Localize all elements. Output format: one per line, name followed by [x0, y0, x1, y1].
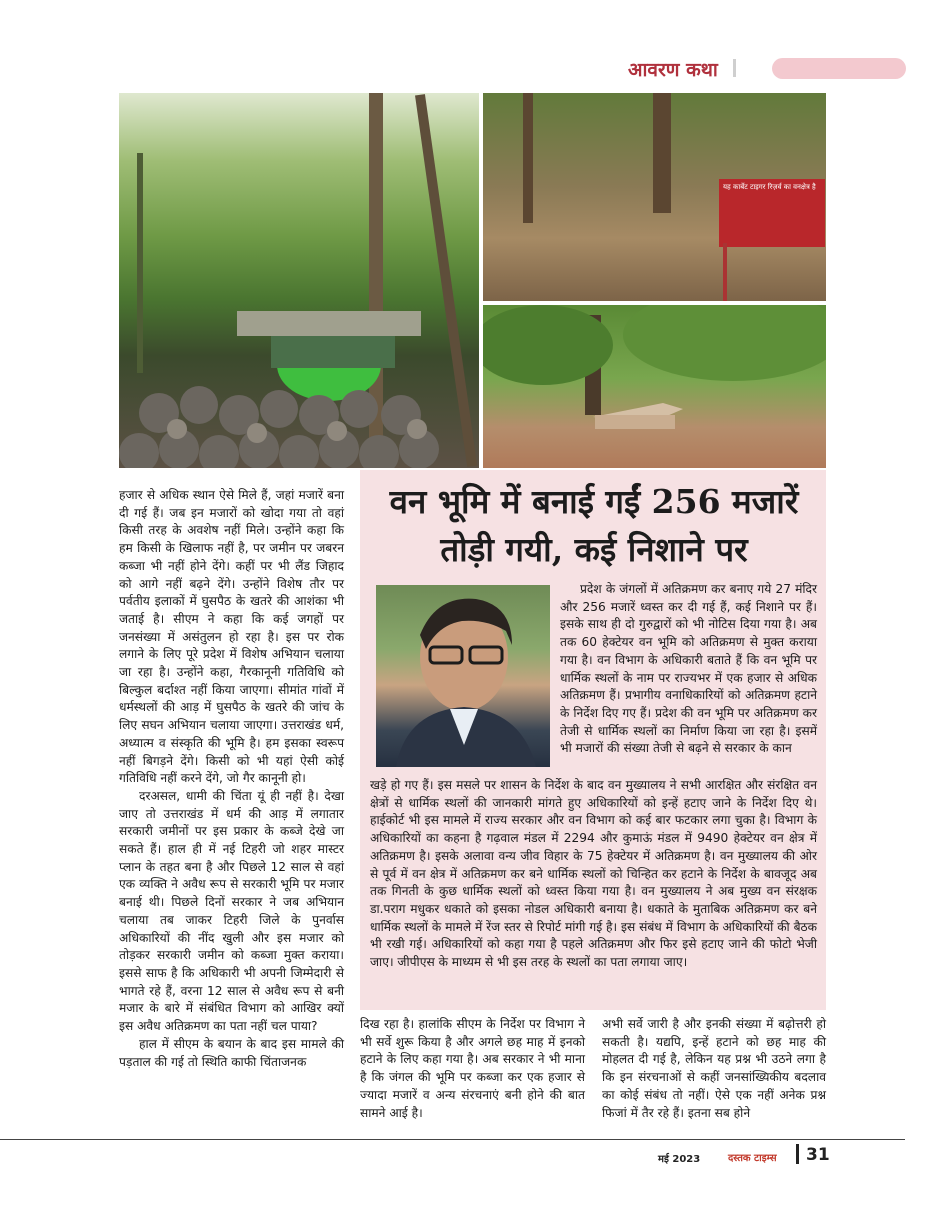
- photo-collage: [119, 93, 826, 468]
- headline-line-2: तोड़ी गयी, कई निशाने पर: [440, 530, 748, 569]
- headline-line-1: वन भूमि में बनाई गईं 256 मजारें: [389, 482, 799, 521]
- section-separator: [733, 59, 736, 77]
- panel-text-beside-portrait: प्रदेश के जंगलों में अतिक्रमण कर बनाए गये 27 मंदिर और 256 मजारें ध्वस्त कर दी गई हैं, कई निशाने पर हैं। इसके साथ ही दो गुरुद्वारों को भी नोटिस दिया गया है। अब तक 60 हेक्टेयर वन भूमि को अतिक्रमण से मुक्त कराया गया है। वन विभाग के अधिकारी बताते हैं कि वन भूमि पर धार्मिक स्थलों के नाम पर राज्यभर में एक हजार से अधिक अतिक्रमण हैं। प्रभागीय वनाधिकारियों को अतिक्रमण हटाने के निर्देश दिए गए हैं। प्रदेश की वन भूमि पर अतिक्रमण कर तेजी से धार्मिक स्थलों का निर्माण किया जा रहा है। इसमें भी मजारों की संख्या तेजी से बढ़ने से सरकार के कान: [560, 582, 817, 756]
- page-number: 31: [806, 1145, 830, 1165]
- right-article-column: अभी सर्वे जारी है और इनकी संख्या में बढ़ोत्तरी हो सकती है। यद्यपि, इन्हें हटाने को छह माह की मोहलत दी गई है, लेकिन यह प्रश्न भी उठने लगा है कि इन संरचनाओं से कहीं जनसांख्यिकीय बदलाव का कोई संबंध तो नहीं। ऐसे एक नहीं अनेक प्रश्न फिजां में तैर रहे हैं। इतना सब होने: [602, 1017, 826, 1120]
- magazine-brand: दस्तक टाइम्स: [728, 1153, 777, 1164]
- author-portrait: [376, 585, 550, 767]
- issue-date: मई 2023: [658, 1154, 701, 1165]
- footer-divider: [796, 1144, 799, 1164]
- article-headline: [364, 478, 824, 574]
- left-paragraph-3: हाल में सीएम के बयान के बाद इस मामले की पड़ताल की गई तो स्थिति काफी चिंताजनक: [119, 1036, 344, 1069]
- left-paragraph-2: दरअसल, धामी की चिंता यूं ही नहीं है। देखा जाए तो उत्तराखंड में धर्म की आड़ में लगातार सरकारी जमीनों पर इस प्रकार के कब्जे देखे जा सकते हैं। हाल ही में नई टिहरी जो शहर मास्टर प्लान के तहत बना है और पिछले 12 साल से वहां एक व्यक्ति ने अवैध रूप से सरकारी भूमि पर मजार बनाई थी। पिछले दिनों सरकार ने जब अभियान चलाया तब जाकर टिहरी जिले के पुनर्वास अधिकारियों की नींद खुली और इस मजार को तोड़कर सरकारी जमीन को कब्जा मुक्त कराया। इससे साफ है कि अधिकारी भी अपनी जिम्मेदारी से भागते रहे हैं, वरना 12 साल से अवैध रूप से बनी मजार के बारे में संबंधित विभाग को आखिर क्यों इस अवैध अतिक्रमण का पता नहीं चल पाया?: [119, 788, 344, 1034]
- footer-rule: [0, 1139, 905, 1140]
- middle-article-column: दिख रहा है। हालांकि सीएम के निर्देश पर विभाग ने भी सर्वे शुरू किया है और अगले छह माह में इनको हटाने के लिए कहा गया है। अब सरकार ने भी माना है कि जंगल की भूमि पर कब्जा कर एक हजार से ज्यादा मजारें व अन्य संरचनाएं बनी होने की बात सामने आई है।: [360, 1017, 585, 1120]
- left-article-column: [119, 487, 344, 1071]
- left-paragraph-1: हजार से अधिक स्थान ऐसे मिले हैं, जहां मजारें बना दी गई हैं। जब इन मजारों को खोदा गया तो वहां किसी तरह के अवशेष नहीं मिले। उन्होंने कहा कि हम किसी के खिलाफ नहीं है, पर जमीन पर जबरन कब्जा भी नहीं होने देंगे। कहीं पर भी लैंड जिहाद को आगे नहीं बढ़ने देंगे। उन्होंने विशेष तौर पर पर्वतीय इलाकों में घुसपैठ के खतरे की आशंका भी जताई है। सीएम ने कहा कि कई जगहों पर जनसंख्या में असंतुलन हो रहा है। इस पर रोक लगाने के लिए पूरे प्रदेश में विशेष अभियान चलाया जा रहा है। उन्होंने कहा, गैरकानूनी गतिविधि को बिल्कुल बर्दाश्त नहीं किया जाएगा। सीमांत गांवों में धर्मस्थलों की आड़ में घुसपैठ के खतरे की जांच के लिए सघन अभियान चलाया जाएगा। उत्तराखंड धर्म, अध्यात्म व संस्कृति की भूमि है। हम इसका स्वरूप नहीं बिगड़ने देंगे। किसी को भी यहां ऐसी कोई गतिविधि नहीं करने देंगे, जो गैर कानूनी हो।: [119, 488, 344, 786]
- section-label: आवरण कथा: [628, 59, 718, 81]
- notice-board-text: यह कार्बेट टाइगर रिज़र्व का वनक्षेत्र है: [723, 183, 816, 191]
- section-pill-decoration: [772, 58, 906, 79]
- photo-broken-mazar: [483, 305, 826, 468]
- panel-text-full-width: खड़े हो गए हैं। इस मसले पर शासन के निर्देश के बाद वन मुख्यालय ने सभी आरक्षित और संरक्षित वन क्षेत्रों से धार्मिक स्थलों की जानकारी मांगते हुए अधिकारियों को इन्हें हटाए जाने के निर्देश दिए थे। हाईकोर्ट भी इस मामले में राज्य सरकार और वन विभाग को कई बार फटकार लगा चुका है। विभाग के अधिकारियों का कहना है गढ़वाल मंडल में 2294 और कुमाऊं मंडल में 9490 हेक्टेयर वन क्षेत्र में अतिक्रमण है। इसके अलावा वन्य जीव विहार के 75 हेक्टेयर में अतिक्रमण है। वन मुख्यालय की ओर से पूर्व में वन क्षेत्र में अतिक्रमण कर बने धार्मिक स्थलों को चिन्हित कर हटाने के निर्देश के बावजूद अब तक गिनती के कुछ धार्मिक स्थलों को ध्वस्त किया गया है। वन मुख्यालय ने अब मुख्य वन संरक्षक डा.पराग मधुकर धकाते को इसका नोडल अधिकारी बनाया है। धकाते के मुताबिक अतिक्रमण कर बने धार्मिक स्थलों के मामले में रेंज स्तर से रिपोर्ट मांगी गई है। इस संबंध में विभाग के अधिकारियों की बैठक भी रखी गई। अधिकारियों को कहा गया है पहले अतिक्रमण और फिर इसे हटाए जाने की फोटो भेजी जाए। जीपीएस के माध्यम से भी इस तरह के स्थलों का पता लगाया जाए।: [370, 778, 817, 970]
- photo-notice-board: [483, 93, 826, 301]
- photo-green-mazar: [119, 93, 479, 468]
